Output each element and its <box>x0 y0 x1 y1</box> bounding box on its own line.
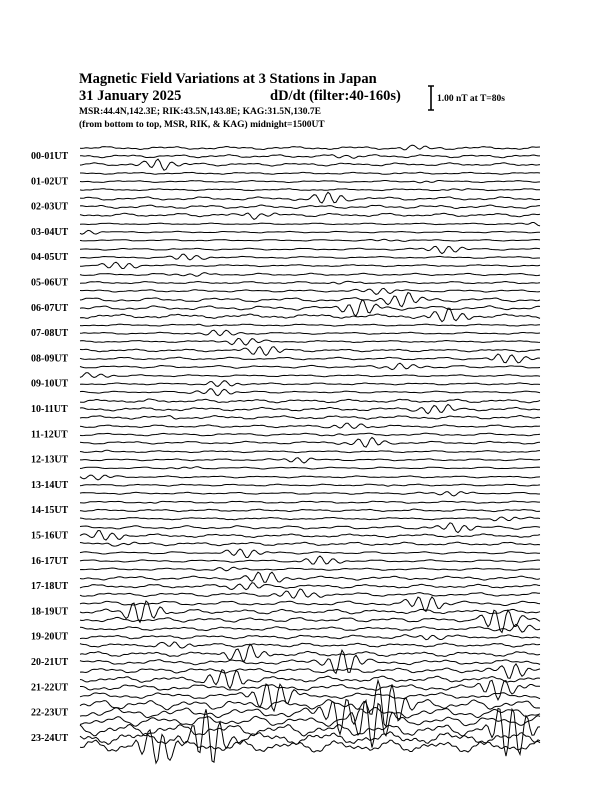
scale-bar-glyph <box>428 86 434 110</box>
trace-kag-09-10ut <box>80 373 540 378</box>
trace-msr-14-15ut <box>80 517 540 521</box>
hour-label: 16-17UT <box>31 555 69 567</box>
hour-label: 01-02UT <box>31 176 69 188</box>
trace-kag-19-20ut <box>80 624 540 632</box>
hour-label: 10-11UT <box>31 404 68 415</box>
trace-msr-22-23ut <box>80 700 540 747</box>
trace-rik-14-15ut <box>80 509 540 512</box>
trace-rik-16-17ut <box>80 556 540 564</box>
trace-kag-21-22ut <box>80 670 540 689</box>
hour-label: 15-16UT <box>31 530 69 542</box>
hour-labels <box>31 151 69 744</box>
trace-kag-06-07ut <box>80 293 540 307</box>
trace-msr-09-10ut <box>80 389 540 396</box>
scale-label: 1.00 nT at T=80s <box>437 94 505 104</box>
quantity-label: dD/dt (filter:40-160s) <box>270 88 401 104</box>
trace-rik-01-02ut <box>80 181 540 183</box>
station-traces <box>80 145 540 763</box>
trace-kag-15-16ut <box>80 523 540 533</box>
trace-msr-04-05ut <box>80 262 540 268</box>
trace-rik-19-20ut <box>80 635 540 640</box>
trace-rik-07-08ut <box>80 330 540 336</box>
trace-kag-00-01ut <box>80 145 540 150</box>
trace-rik-00-01ut <box>80 155 540 159</box>
hour-label: 03-04UT <box>31 226 69 238</box>
hour-label: 09-10UT <box>31 378 69 390</box>
trace-rik-21-22ut <box>80 680 540 700</box>
trace-rik-05-06ut <box>80 281 540 284</box>
hour-label: 05-06UT <box>31 277 69 289</box>
trace-kag-12-13ut <box>80 450 540 452</box>
trace-kag-14-15ut <box>80 501 540 503</box>
trace-kag-17-18ut <box>80 572 540 582</box>
trace-msr-12-13ut <box>80 467 540 469</box>
trace-kag-13-14ut <box>80 475 540 480</box>
hour-label: 20-21UT <box>31 657 69 668</box>
hour-label: 02-03UT <box>31 201 69 213</box>
trace-msr-16-17ut <box>80 567 540 571</box>
trace-kag-03-04ut <box>80 223 540 226</box>
trace-msr-01-02ut <box>80 189 540 191</box>
trace-rik-02-03ut <box>80 205 540 209</box>
trace-rik-04-05ut <box>80 254 540 260</box>
trace-rik-03-04ut <box>80 230 540 234</box>
order-line: (from bottom to top, MSR, RIK, & KAG) midnight=1500UT <box>79 120 325 130</box>
hour-label: 00-01UT <box>31 151 69 162</box>
stations-line: MSR:44.4N,142.3E; RIK:43.5N,143.8E; KAG:31.5N,130.7E <box>79 107 321 117</box>
hour-label: 04-05UT <box>31 252 69 264</box>
trace-kag-08-09ut <box>80 347 540 356</box>
hour-label: 18-19UT <box>31 606 69 618</box>
trace-msr-00-01ut <box>80 159 540 170</box>
trace-msr-02-03ut <box>80 213 540 219</box>
trace-msr-17-18ut <box>80 589 540 598</box>
hour-label: 14-15UT <box>31 505 69 517</box>
trace-msr-15-16ut <box>80 542 540 546</box>
trace-kag-18-19ut <box>80 597 540 612</box>
scale-bar <box>428 86 434 110</box>
hour-label: 23-24UT <box>31 732 69 744</box>
hour-label: 06-07UT <box>31 302 69 314</box>
trace-kag-11-12ut <box>80 423 540 428</box>
trace-kag-05-06ut <box>80 273 540 277</box>
trace-rik-22-23ut <box>80 700 540 735</box>
trace-rik-11-12ut <box>80 433 540 436</box>
trace-kag-01-02ut <box>80 172 540 174</box>
trace-kag-02-03ut <box>80 192 540 203</box>
hour-label: 12-13UT <box>31 454 69 466</box>
trace-rik-10-11ut <box>80 404 540 413</box>
date-label: 31 January 2025 <box>79 88 182 104</box>
hour-label: 13-14UT <box>31 479 69 491</box>
trace-kag-07-08ut <box>80 324 540 326</box>
trace-msr-11-12ut <box>80 437 540 447</box>
trace-rik-08-09ut <box>80 354 540 363</box>
trace-kag-20-21ut <box>80 644 540 662</box>
trace-rik-06-07ut <box>80 300 540 316</box>
hour-label: 08-09UT <box>31 353 69 365</box>
trace-msr-21-22ut <box>80 684 540 711</box>
trace-msr-20-21ut <box>80 664 540 678</box>
trace-msr-08-09ut <box>80 363 540 369</box>
trace-msr-03-04ut <box>80 239 540 241</box>
trace-kag-04-05ut <box>80 246 540 253</box>
chart-title: Magnetic Field Variations at 3 Stations in Japan <box>79 71 377 87</box>
hour-label: 07-08UT <box>31 328 69 340</box>
trace-msr-13-14ut <box>80 492 540 496</box>
trace-rik-15-16ut <box>80 531 540 541</box>
trace-kag-10-11ut <box>80 399 540 403</box>
trace-rik-13-14ut <box>80 484 540 486</box>
hour-label: 22-23UT <box>31 707 69 719</box>
hour-label: 11-12UT <box>31 429 68 441</box>
trace-msr-06-07ut <box>80 308 540 322</box>
trace-msr-10-11ut <box>80 416 540 420</box>
hour-label: 19-20UT <box>31 631 69 643</box>
trace-msr-05-06ut <box>80 288 540 294</box>
trace-rik-09-10ut <box>80 381 540 387</box>
trace-msr-07-08ut <box>80 338 540 345</box>
trace-rik-17-18ut <box>80 583 540 590</box>
trace-kag-16-17ut <box>80 549 540 558</box>
hour-label: 17-18UT <box>31 581 69 593</box>
trace-rik-12-13ut <box>80 458 540 463</box>
trace-msr-19-20ut <box>80 642 540 648</box>
hour-label: 21-22UT <box>31 682 69 694</box>
